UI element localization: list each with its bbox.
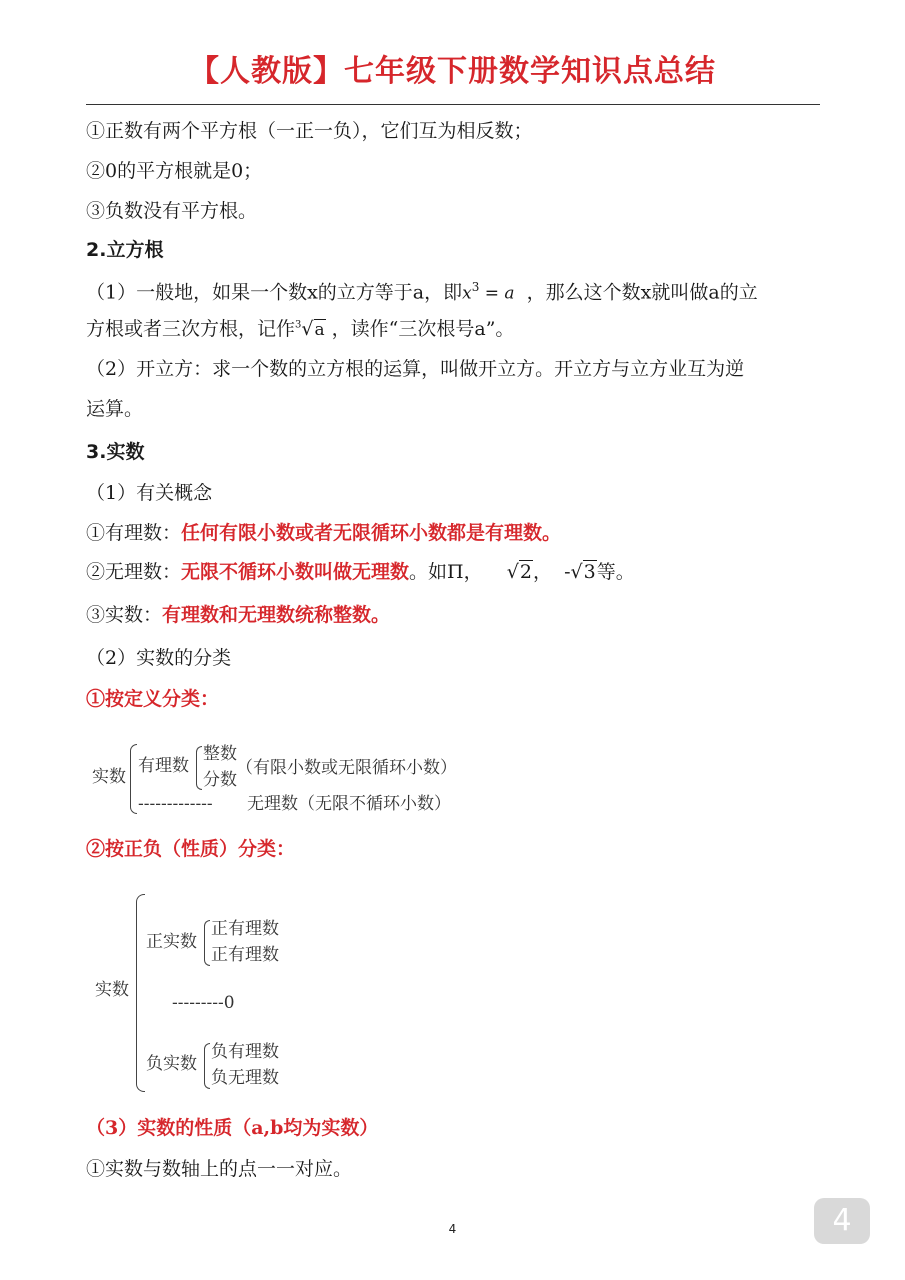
- highlight-text: 有理数和无理数统称整数。: [162, 604, 391, 626]
- brace: [136, 894, 145, 1092]
- text-span: （1）一般地，如果一个数x的立方等于a，即: [86, 281, 463, 304]
- diagram-node: 正有理数: [211, 919, 279, 939]
- text-line: （2）实数的分类: [86, 647, 232, 669]
- diagram-note: （有限小数或无限循环小数）: [236, 758, 457, 778]
- text-line: [86, 524, 561, 543]
- text-span: ③实数：: [86, 604, 163, 626]
- diagram-zero: ---------0: [172, 993, 235, 1013]
- highlight-text: 无限不循环小数叫做无理数: [181, 561, 410, 583]
- text-line: [86, 563, 635, 582]
- brace: [204, 1043, 210, 1089]
- text-span: ②无理数：: [86, 561, 182, 583]
- root-index: 3: [295, 319, 302, 331]
- text-line: 运算。: [86, 398, 144, 420]
- diagram-node: 正实数: [146, 932, 197, 952]
- section-heading: 2.立方根: [86, 239, 164, 261]
- math-x: x: [462, 283, 472, 304]
- text-line: [86, 606, 390, 625]
- text-line: [86, 320, 514, 339]
- cube-root-symbol: $^3$√a: [295, 318, 325, 340]
- text-line: （1）有关概念: [86, 482, 213, 504]
- subsection-heading: ②按正负（性质）分类：: [86, 838, 296, 860]
- title-divider: [86, 104, 820, 105]
- diagram-node: 有理数: [138, 756, 189, 776]
- subsection-heading: （3）实数的性质（a,b均为实数）: [86, 1117, 379, 1139]
- brace: [204, 920, 210, 966]
- radicand: a: [314, 320, 325, 340]
- radicand: 2: [519, 561, 532, 583]
- text-span: ，那么这个数x就叫做a的立: [526, 281, 758, 304]
- diagram-node: 正有理数: [211, 945, 279, 965]
- text-line: （2）开立方：求一个数的立方根的运算，叫做开立方。开立方与立方业互为逆: [86, 358, 745, 380]
- text-span: 方根或者三次方根，记作: [86, 318, 296, 340]
- text-span: -: [564, 561, 571, 583]
- diagram-node: 负实数: [146, 1054, 197, 1074]
- diagram-node: 负有理数: [211, 1042, 279, 1062]
- text-span: ①有理数：: [86, 522, 182, 544]
- page-badge: 4: [814, 1198, 870, 1244]
- diagram-root: 实数: [92, 767, 126, 787]
- diagram-node: 负无理数: [211, 1068, 279, 1088]
- diagram-dashes: -------------: [138, 794, 213, 814]
- page-title: 【人教版】七年级下册数学知识点总结: [189, 54, 716, 89]
- brace: [196, 746, 202, 790]
- radicand: 3: [583, 561, 596, 583]
- text-line: [86, 281, 758, 302]
- sqrt-symbol: √2: [506, 561, 532, 583]
- page-number: 4: [448, 1222, 457, 1236]
- section-heading: 3.实数: [86, 441, 145, 463]
- diagram-node-label: 分数: [203, 770, 237, 790]
- diagram-node: 无理数（无限不循环小数）: [247, 794, 451, 814]
- text-line: ①正数有两个平方根（一正一负），它们互为相反数；: [86, 120, 533, 142]
- sqrt-symbol: √3: [570, 561, 596, 583]
- brace: [130, 744, 137, 814]
- text-span: ，读作“三次根号a”。: [325, 318, 515, 340]
- math-exponent: 3: [471, 280, 480, 294]
- text-span: 。如Π，: [409, 561, 483, 583]
- math-eq: = a: [479, 283, 515, 304]
- subsection-heading: ①按定义分类：: [86, 688, 220, 710]
- diagram-node: [203, 772, 237, 789]
- diagram-node: 整数: [203, 744, 237, 764]
- text-line: ②0的平方根就是0；: [86, 160, 263, 182]
- text-line: ①实数与数轴上的点一一对应。: [86, 1158, 353, 1180]
- highlight-text: 任何有限小数或者无限循环小数都是有理数。: [181, 522, 562, 544]
- diagram-root: 实数: [95, 980, 129, 1000]
- text-line: ③负数没有平方根。: [86, 200, 258, 222]
- text-span: 等。: [596, 561, 635, 583]
- text-span: ，: [532, 561, 552, 583]
